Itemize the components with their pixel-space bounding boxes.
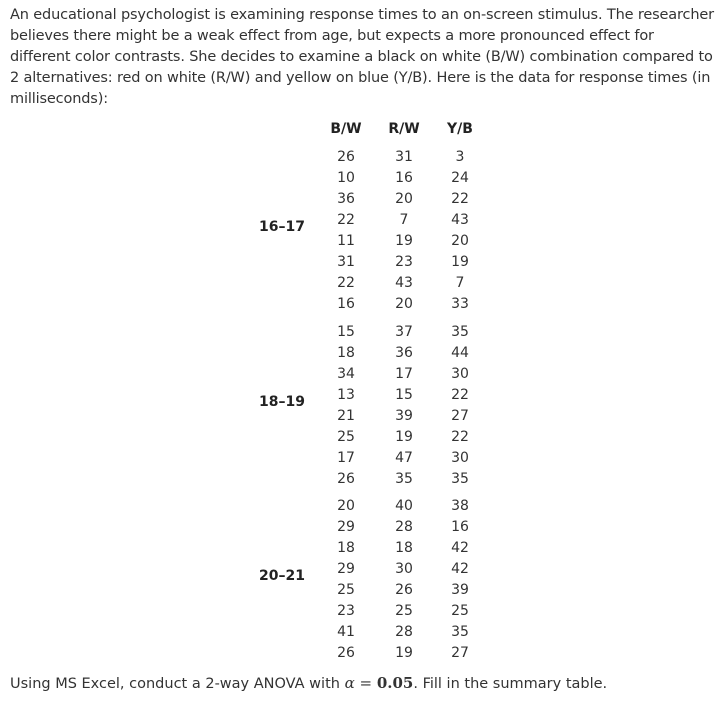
table-cell-yb: 25: [451, 603, 469, 619]
table-cell-yb: 35: [451, 471, 469, 487]
table-cell-bw: 15: [337, 324, 355, 340]
table-cell-bw: 22: [337, 275, 355, 291]
table-cell-rw: 37: [395, 324, 413, 340]
table-cell-yb: 30: [451, 450, 469, 466]
table-cell-bw: 26: [337, 645, 355, 661]
table-cell-rw: 36: [395, 345, 413, 361]
table-cell-rw: 19: [395, 429, 413, 445]
table-cell-rw: 15: [395, 387, 413, 403]
table-cell-rw: 16: [395, 170, 413, 186]
table-cell-yb: 27: [451, 645, 469, 661]
table-cell-rw: 25: [395, 603, 413, 619]
table-cell-bw: 34: [337, 366, 355, 382]
table-cell-yb: 22: [451, 429, 469, 445]
table-cell-yb: 38: [451, 498, 469, 514]
table-cell-bw: 18: [337, 345, 355, 361]
table-cell-yb: 42: [451, 540, 469, 556]
table-cell-bw: 10: [337, 170, 355, 186]
table-cell-rw: 28: [395, 519, 413, 535]
table-cell-bw: 29: [337, 519, 355, 535]
table-cell-yb: 7: [455, 275, 465, 291]
table-cell-rw: 18: [395, 540, 413, 556]
table-cell-rw: 28: [395, 624, 413, 640]
table-cell-bw: 16: [337, 296, 355, 312]
age-group-label: 18–19: [259, 394, 305, 410]
table-cell-yb: 16: [451, 519, 469, 535]
table-cell-bw: 26: [337, 471, 355, 487]
table-cell-yb: 3: [455, 149, 465, 165]
table-cell-rw: 17: [395, 366, 413, 382]
table-cell-yb: 44: [451, 345, 469, 361]
table-cell-yb: 20: [451, 233, 469, 249]
table-cell-yb: 30: [451, 366, 469, 382]
table-cell-bw: 36: [337, 191, 355, 207]
table-cell-bw: 17: [337, 450, 355, 466]
table-cell-bw: 13: [337, 387, 355, 403]
column-header-rw: R/W: [388, 121, 420, 137]
table-cell-bw: 25: [337, 582, 355, 598]
table-cell-rw: 40: [395, 498, 413, 514]
table-cell-rw: 20: [395, 296, 413, 312]
table-cell-bw: 18: [337, 540, 355, 556]
alpha-symbol: α: [344, 674, 355, 692]
table-cell-yb: 22: [451, 191, 469, 207]
table-cell-bw: 25: [337, 429, 355, 445]
column-header-bw: B/W: [330, 121, 362, 137]
table-cell-rw: 19: [395, 233, 413, 249]
table-cell-yb: 42: [451, 561, 469, 577]
problem-intro: An educational psychologist is examining response times to an on-screen stimulus. The researcher believes there might be a weak effect from age, but expects a more pronounced effect for different color contrasts. She decides to examine a black on white (B/W) combination compared to 2 alternatives: red on white (R/W) and yellow on blue (Y/B). Here is the data for response times (in milliseconds):: [10, 7, 714, 107]
table-cell-rw: 35: [395, 471, 413, 487]
table-cell-yb: 24: [451, 170, 469, 186]
column-header-yb: Y/B: [447, 121, 473, 137]
table-cell-rw: 7: [399, 212, 409, 228]
table-cell-yb: 19: [451, 254, 469, 270]
table-cell-bw: 22: [337, 212, 355, 228]
instructions-line: [10, 673, 607, 695]
table-cell-yb: 43: [451, 212, 469, 228]
table-cell-bw: 26: [337, 149, 355, 165]
table-cell-bw: 23: [337, 603, 355, 619]
instructions-text: Using MS Excel, conduct a 2-way ANOVA with: [10, 676, 345, 692]
age-group-label: 16–17: [259, 219, 305, 235]
table-cell-bw: 11: [337, 233, 355, 249]
table-cell-rw: 39: [395, 408, 413, 424]
instructions-tail: . Fill in the summary table.: [413, 676, 608, 692]
table-cell-yb: 35: [451, 324, 469, 340]
table-cell-rw: 26: [395, 582, 413, 598]
table-cell-rw: 31: [395, 149, 413, 165]
table-cell-yb: 27: [451, 408, 469, 424]
table-cell-rw: 47: [395, 450, 413, 466]
table-cell-bw: 31: [337, 254, 355, 270]
table-cell-yb: 35: [451, 624, 469, 640]
table-cell-bw: 20: [337, 498, 355, 514]
table-cell-yb: 22: [451, 387, 469, 403]
equals-sign: =: [354, 674, 377, 692]
table-cell-rw: 23: [395, 254, 413, 270]
table-cell-bw: 21: [337, 408, 355, 424]
alpha-value: 0.05: [376, 674, 414, 692]
table-cell-bw: 29: [337, 561, 355, 577]
age-group-label: 20–21: [259, 568, 305, 584]
table-cell-yb: 39: [451, 582, 469, 598]
table-cell-rw: 30: [395, 561, 413, 577]
table-cell-rw: 19: [395, 645, 413, 661]
table-cell-rw: 43: [395, 275, 413, 291]
table-cell-rw: 20: [395, 191, 413, 207]
table-cell-yb: 33: [451, 296, 469, 312]
table-cell-bw: 41: [337, 624, 355, 640]
